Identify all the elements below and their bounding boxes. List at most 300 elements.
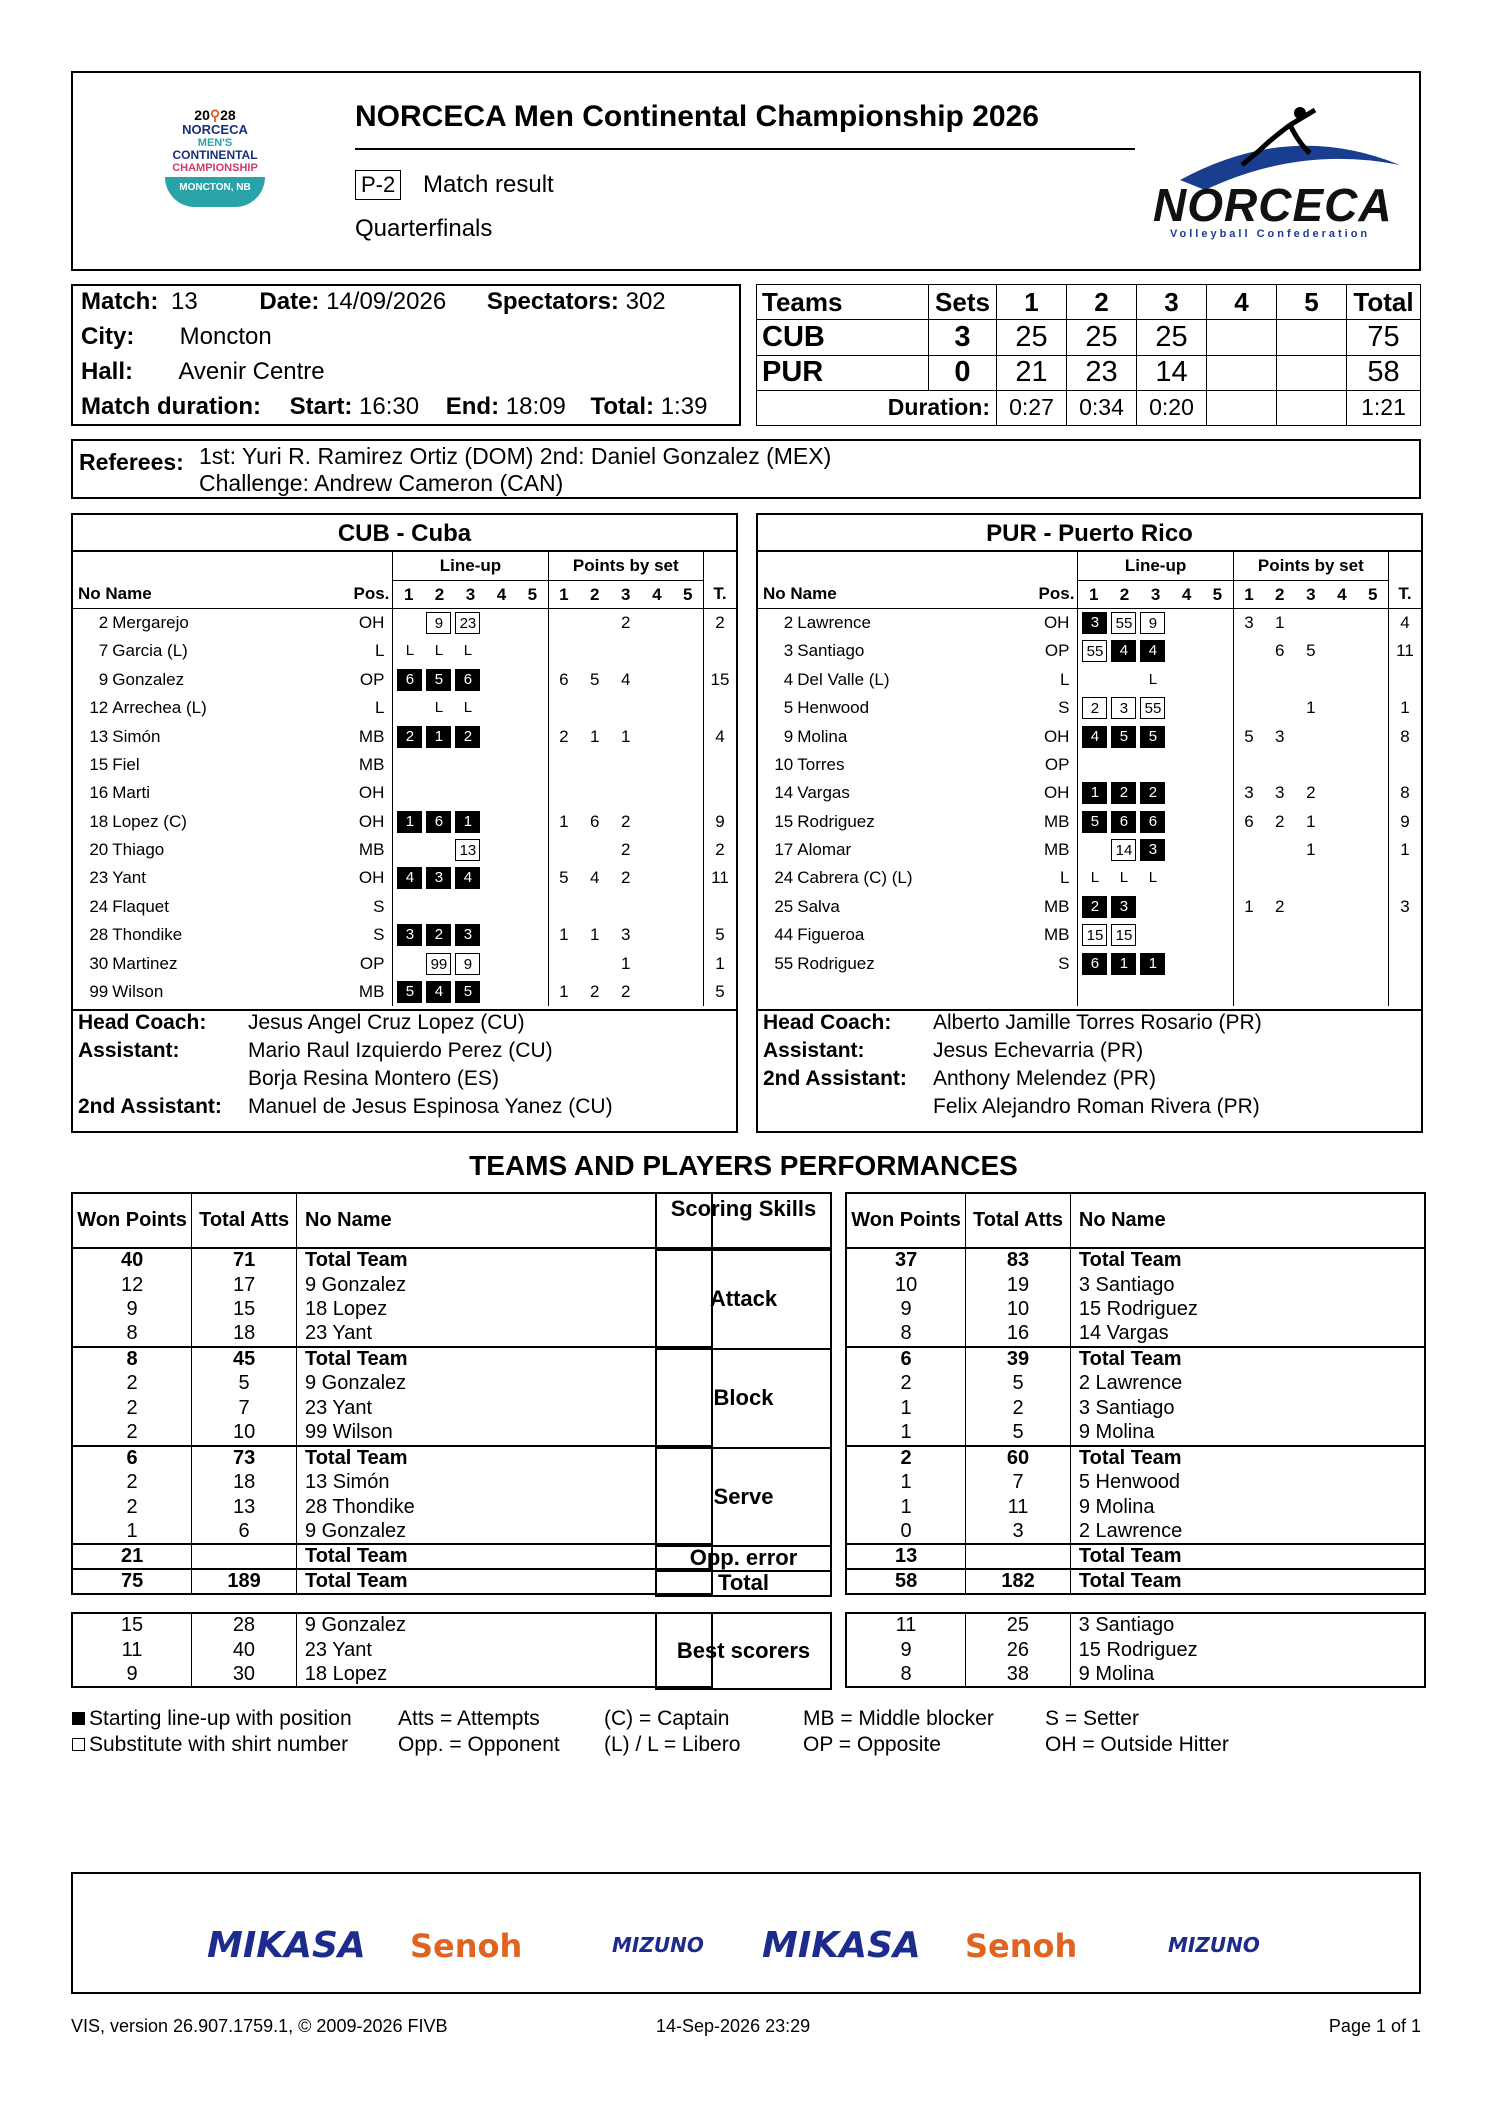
won-points: 1 <box>846 1495 966 1520</box>
set-points: 1 <box>559 925 569 945</box>
set-points <box>1233 836 1264 864</box>
set-points <box>1233 949 1264 977</box>
set-duration: 0:20 <box>1137 390 1207 425</box>
player-total <box>1389 864 1421 892</box>
player-position: OP <box>1021 751 1078 779</box>
set-points: 2 <box>621 811 631 831</box>
set-points <box>579 949 610 977</box>
player-total: 1 <box>1400 840 1410 860</box>
player-name: Mergarejo <box>112 613 189 633</box>
spectators-label: Spectators: <box>486 288 619 315</box>
player-number: 16 <box>89 783 109 803</box>
player-name: Garcia (L) <box>112 641 188 661</box>
set-col-header: 1 <box>403 584 414 604</box>
player-number: 28 <box>89 925 109 945</box>
set-points <box>1326 694 1357 722</box>
score-cell: 21 <box>997 355 1067 390</box>
player-total: 5 <box>715 925 725 945</box>
staff-name: Jesus Echevarria (PR) <box>933 1039 1144 1062</box>
player-total: 15 <box>710 669 730 689</box>
set-points <box>1295 722 1326 750</box>
staff-name: Anthony Melendez (PR) <box>933 1067 1156 1090</box>
total-atts: 73 <box>192 1446 297 1471</box>
lineup-marker: 3 <box>1111 896 1136 918</box>
player-number: 18 <box>89 811 109 831</box>
set-points <box>1326 637 1357 665</box>
player-total <box>703 694 736 722</box>
player-number: 15 <box>774 811 794 831</box>
player-total: 2 <box>715 613 725 633</box>
player-row <box>758 949 1421 977</box>
player-total: 4 <box>1400 613 1410 633</box>
match-label: Match: <box>81 288 159 315</box>
set-points <box>641 978 672 1006</box>
player-name: 9 Gonzalez <box>304 1519 407 1542</box>
total-atts: 60 <box>966 1446 1071 1471</box>
total-atts: 38 <box>966 1662 1071 1687</box>
lineup-cells <box>1078 694 1233 722</box>
player-name: 23 Yant <box>304 1396 373 1419</box>
player-name: Wilson <box>112 982 164 1002</box>
lineup-cells <box>1078 637 1233 665</box>
player-total: 4 <box>715 726 725 746</box>
lineup-marker: L <box>1148 869 1158 887</box>
staff-name: Manuel de Jesus Espinosa Yanez (CU) <box>248 1095 613 1118</box>
lineup-cells <box>393 836 548 864</box>
player-position: OP <box>1021 637 1078 665</box>
won-points: 13 <box>846 1544 966 1569</box>
won-points-header: Won Points <box>72 1193 192 1248</box>
staff-label: Assistant: <box>78 1039 180 1062</box>
player-name: Thiago <box>112 840 165 860</box>
lineup-marker: 99 <box>426 953 451 975</box>
score-team: PUR <box>757 355 929 390</box>
set-points <box>610 779 641 807</box>
won-points: 10 <box>846 1273 966 1298</box>
empty-square-icon <box>72 1738 85 1751</box>
player-position: L <box>336 637 393 665</box>
player-name: Del Valle (L) <box>797 669 890 689</box>
total-duration: 1:39 <box>660 393 708 420</box>
score-header: 4 <box>1207 285 1277 320</box>
set-points: 2 <box>1275 896 1285 916</box>
player-name: Total Team <box>304 1249 408 1272</box>
total-atts: 10 <box>966 1297 1071 1322</box>
player-name: 23 Yant <box>304 1322 373 1345</box>
player-row <box>73 609 736 637</box>
won-points: 8 <box>846 1322 966 1347</box>
player-number: 9 <box>98 669 109 689</box>
player-number: 25 <box>774 896 794 916</box>
set-points <box>1295 666 1326 694</box>
player-name: 3 Santiago <box>1078 1396 1175 1419</box>
lineup-marker: 15 <box>1082 924 1107 946</box>
set-points <box>672 666 703 694</box>
set-points: 3 <box>1275 783 1285 803</box>
set-col-header: 2 <box>1275 584 1285 604</box>
set-points <box>610 751 641 779</box>
score-cell: 23 <box>1067 355 1137 390</box>
score-cell: 25 <box>1137 320 1207 355</box>
lineup-cells <box>393 921 548 949</box>
player-row <box>758 694 1421 722</box>
lineup-marker: 1 <box>455 811 480 833</box>
no-name-header: No Name <box>763 584 837 604</box>
won-points: 2 <box>846 1446 966 1471</box>
set-points <box>579 779 610 807</box>
set-points <box>1326 949 1357 977</box>
set-points <box>1326 722 1357 750</box>
set-points: 3 <box>1244 783 1254 803</box>
lineup-cells <box>393 978 548 1006</box>
set-col-header: 5 <box>1357 580 1388 608</box>
player-name: Martinez <box>112 953 178 973</box>
player-number: 9 <box>783 726 794 746</box>
team-box-cub <box>71 513 738 1133</box>
lineup-marker: 5 <box>1111 726 1136 748</box>
player-total: 3 <box>1400 896 1410 916</box>
set-col-header: 1 <box>1244 584 1254 604</box>
player-row <box>73 808 736 836</box>
set-points <box>548 609 579 637</box>
lineup-marker: 5 <box>397 981 422 1003</box>
player-name: 9 Gonzalez <box>304 1372 407 1395</box>
lineup-cells <box>393 808 548 836</box>
document-type: Match result <box>423 171 554 198</box>
won-points: 0 <box>846 1520 966 1545</box>
player-number: 24 <box>89 896 109 916</box>
won-points: 37 <box>846 1248 966 1273</box>
lineup-marker: L <box>405 642 415 660</box>
set-col-header: 3 <box>1150 584 1161 604</box>
sponsor-logo-mizuno: MIZUNO <box>612 1933 704 1957</box>
set-points <box>548 893 579 921</box>
player-name: Flaquet <box>112 896 169 916</box>
lineup-marker: 6 <box>1140 811 1165 833</box>
lineup-marker: 6 <box>455 669 480 691</box>
lineup-marker: 5 <box>426 669 451 691</box>
sponsor-logo-senoh: Senoh <box>965 1927 1078 1965</box>
set-points <box>1233 751 1264 779</box>
lineup-marker: 55 <box>1082 640 1107 662</box>
lineup-cells <box>1078 751 1233 779</box>
won-points: 2 <box>72 1371 192 1396</box>
score-header: Total <box>1347 285 1421 320</box>
total-col-header: T. <box>713 584 727 604</box>
player-number: 4 <box>783 669 794 689</box>
won-points: 40 <box>72 1248 192 1273</box>
set-points: 5 <box>1306 641 1316 661</box>
won-points: 2 <box>846 1371 966 1396</box>
player-row <box>758 864 1421 892</box>
player-name: Henwood <box>797 698 870 718</box>
player-name: Salva <box>797 896 840 916</box>
lineup-marker: 3 <box>455 924 480 946</box>
player-position: S <box>1021 694 1078 722</box>
total-label: Total: <box>590 393 655 420</box>
set-points <box>641 722 672 750</box>
total-atts: 28 <box>192 1613 297 1638</box>
sponsor-logo-mizuno: MIZUNO <box>1168 1933 1260 1957</box>
total-atts: 26 <box>966 1638 1071 1663</box>
player-position: OH <box>336 779 393 807</box>
player-position: MB <box>1021 921 1078 949</box>
set-points: 2 <box>559 726 569 746</box>
set-points <box>1357 609 1388 637</box>
player-name: Total Team <box>1078 1348 1182 1371</box>
player-name: Yant <box>112 868 146 888</box>
lineup-marker: 3 <box>397 924 422 946</box>
player-name: 18 Lopez <box>304 1662 388 1685</box>
skill-label: Total <box>655 1570 832 1597</box>
set-points <box>579 637 610 665</box>
lineup-cells <box>1078 921 1233 949</box>
lineup-marker: 55 <box>1111 612 1136 634</box>
player-position: OH <box>336 864 393 892</box>
set-points: 3 <box>1244 613 1254 633</box>
score-table <box>756 284 1421 426</box>
lineup-cells <box>1078 722 1233 750</box>
total-atts: 2 <box>966 1396 1071 1421</box>
player-total <box>703 779 736 807</box>
set-points <box>672 893 703 921</box>
lineup-marker: 5 <box>1140 726 1165 748</box>
player-name: Santiago <box>797 641 865 661</box>
staff-name: Alberto Jamille Torres Rosario (PR) <box>933 1011 1262 1034</box>
player-name: Gonzalez <box>112 669 185 689</box>
lineup-marker: 4 <box>455 867 480 889</box>
score-cell <box>1277 320 1347 355</box>
total-atts: 189 <box>192 1569 297 1594</box>
player-name: 15 Rodriguez <box>1078 1638 1198 1661</box>
lineup-marker: 3 <box>426 867 451 889</box>
set-points <box>1233 637 1264 665</box>
lineup-marker: L <box>1119 869 1129 887</box>
set-points <box>672 609 703 637</box>
set-points: 1 <box>559 982 569 1002</box>
set-points <box>1264 836 1295 864</box>
set-points <box>641 949 672 977</box>
date-label: Date: <box>259 288 320 315</box>
lineup-marker: 2 <box>1082 697 1107 719</box>
player-name: Total Team <box>304 1348 408 1371</box>
legend-text: S = Setter <box>1045 1707 1139 1730</box>
lineup-cells <box>393 637 548 665</box>
won-points: 2 <box>72 1421 192 1446</box>
set-points <box>672 921 703 949</box>
skill-label: Best scorers <box>655 1612 832 1690</box>
lineup-marker: 1 <box>1140 953 1165 975</box>
player-number: 17 <box>774 840 794 860</box>
set-points: 6 <box>559 669 569 689</box>
total-atts: 7 <box>966 1470 1071 1495</box>
set-points: 5 <box>589 669 600 689</box>
player-row <box>73 978 736 1006</box>
lineup-marker: 2 <box>1111 782 1136 804</box>
player-total: 2 <box>715 840 725 860</box>
set-points <box>1295 609 1326 637</box>
sponsor-logo-mikasa: MIKASA <box>207 1925 366 1966</box>
total-atts: 6 <box>192 1520 297 1545</box>
player-total: 8 <box>1400 783 1410 803</box>
player-number: 44 <box>774 925 794 945</box>
legend-text: (L) / L = Libero <box>604 1733 741 1756</box>
total-atts-header: Total Atts <box>192 1193 297 1248</box>
footer-date: 14-Sep-2026 23:29 <box>656 2016 811 2036</box>
player-name: Rodriguez <box>797 953 875 973</box>
set-col-header: 5 <box>1202 580 1233 608</box>
set-points <box>1233 666 1264 694</box>
set-points <box>548 949 579 977</box>
player-number: 10 <box>774 754 794 774</box>
total-atts <box>192 1544 297 1569</box>
lineup-marker: 13 <box>455 839 480 861</box>
duration-row-label: Duration: <box>757 390 997 425</box>
staff-name: Mario Raul Izquierdo Perez (CU) <box>248 1039 553 1062</box>
end-label: End: <box>445 393 500 420</box>
set-points <box>672 637 703 665</box>
set-points <box>548 637 579 665</box>
total-atts: 19 <box>966 1273 1071 1298</box>
set-points <box>672 978 703 1006</box>
set-points: 2 <box>1306 783 1316 803</box>
total-atts: 5 <box>192 1371 297 1396</box>
legend-text: OP = Opposite <box>803 1733 941 1756</box>
set-points <box>1357 836 1388 864</box>
won-points: 75 <box>72 1569 192 1594</box>
legend-starting: Starting line-up with position <box>72 1707 352 1731</box>
player-total: 9 <box>1400 811 1410 831</box>
set-points <box>641 779 672 807</box>
player-name: Figueroa <box>797 925 865 945</box>
player-row <box>73 836 736 864</box>
set-duration <box>1207 390 1277 425</box>
lineup-marker: 1 <box>1111 953 1136 975</box>
total-atts: 13 <box>192 1495 297 1520</box>
score-cell: 25 <box>997 320 1067 355</box>
player-name: Molina <box>797 726 848 746</box>
sponsor-logo-mikasa: MIKASA <box>762 1925 921 1966</box>
player-name: Total Team <box>304 1446 408 1469</box>
lineup-marker: L <box>434 699 444 717</box>
lineup-marker: 4 <box>1111 640 1136 662</box>
set-points <box>1326 836 1357 864</box>
lineup-marker: 14 <box>1111 839 1136 861</box>
set-points <box>1326 666 1357 694</box>
player-name: Arrechea (L) <box>112 698 207 718</box>
set-points <box>641 808 672 836</box>
set-points <box>548 779 579 807</box>
score-cell <box>1207 320 1277 355</box>
lineup-cells <box>393 751 548 779</box>
lineup-cells <box>393 949 548 977</box>
set-points <box>1357 949 1388 977</box>
score-header: Sets <box>929 285 997 320</box>
player-row <box>73 666 736 694</box>
player-position: MB <box>1021 808 1078 836</box>
set-points <box>1326 609 1357 637</box>
player-name: 9 Molina <box>1078 1495 1155 1518</box>
lineup-marker: 4 <box>1082 726 1107 748</box>
player-name: 14 Vargas <box>1078 1322 1169 1345</box>
set-points <box>1357 751 1388 779</box>
lineup-marker: 6 <box>426 811 451 833</box>
player-position: OH <box>336 609 393 637</box>
set-points <box>1295 864 1326 892</box>
set-points <box>1295 893 1326 921</box>
hall-label: Hall: <box>81 358 134 385</box>
player-position: MB <box>336 722 393 750</box>
legend-text: Opp. = Opponent <box>398 1733 560 1756</box>
lineup-marker: 9 <box>455 953 480 975</box>
set-points <box>1295 949 1326 977</box>
staff-name: Borja Resina Montero (ES) <box>248 1067 499 1090</box>
staff-name: Jesus Angel Cruz Lopez (CU) <box>248 1011 525 1034</box>
start-time: 16:30 <box>359 393 420 420</box>
set-points <box>1326 751 1357 779</box>
performance-table-left <box>71 1192 713 1595</box>
lineup-cells <box>1078 836 1233 864</box>
player-position: OH <box>1021 722 1078 750</box>
player-number: 14 <box>774 783 794 803</box>
lineup-header: Line-up <box>393 552 548 580</box>
lineup-cells <box>393 864 548 892</box>
player-name: Total Team <box>1078 1249 1182 1272</box>
player-name: Lawrence <box>797 613 871 633</box>
score-total: 58 <box>1347 355 1421 390</box>
player-position: OH <box>1021 609 1078 637</box>
position-header: Pos. <box>1021 580 1078 608</box>
set-points: 1 <box>1306 698 1316 718</box>
set-points <box>1357 921 1388 949</box>
match-date: 14/09/2026 <box>326 288 447 315</box>
player-position: OP <box>336 949 393 977</box>
set-duration <box>1277 390 1347 425</box>
won-points: 15 <box>72 1613 192 1638</box>
player-number: 30 <box>89 953 109 973</box>
team-box-pur <box>756 513 1423 1133</box>
score-header: 1 <box>997 285 1067 320</box>
set-points <box>641 751 672 779</box>
set-points: 2 <box>621 840 631 860</box>
score-header: 2 <box>1067 285 1137 320</box>
player-name: 3 Santiago <box>1078 1273 1175 1296</box>
won-points: 2 <box>72 1495 192 1520</box>
total-atts: 18 <box>192 1470 297 1495</box>
player-number: 12 <box>89 698 109 718</box>
lineup-cells <box>1078 779 1233 807</box>
lineup-cells <box>393 893 548 921</box>
set-points: 2 <box>621 982 631 1002</box>
referees-label: Referees: <box>79 449 184 475</box>
player-number: 2 <box>98 613 109 633</box>
set-col-header: 4 <box>1337 584 1347 604</box>
lineup-cells <box>1078 666 1233 694</box>
won-points: 8 <box>72 1322 192 1347</box>
set-points: 6 <box>589 811 600 831</box>
no-name-header: No Name <box>78 584 152 604</box>
player-total: 11 <box>1396 641 1414 661</box>
lineup-cells <box>1078 893 1233 921</box>
set-points: 5 <box>559 868 569 888</box>
set-col-header: 2 <box>1119 584 1130 604</box>
roster-table <box>758 552 1421 1006</box>
total-atts-header: Total Atts <box>966 1193 1071 1248</box>
player-total: 11 <box>711 868 729 888</box>
set-points <box>641 864 672 892</box>
set-points: 1 <box>1244 896 1254 916</box>
roster-table <box>73 552 736 1006</box>
